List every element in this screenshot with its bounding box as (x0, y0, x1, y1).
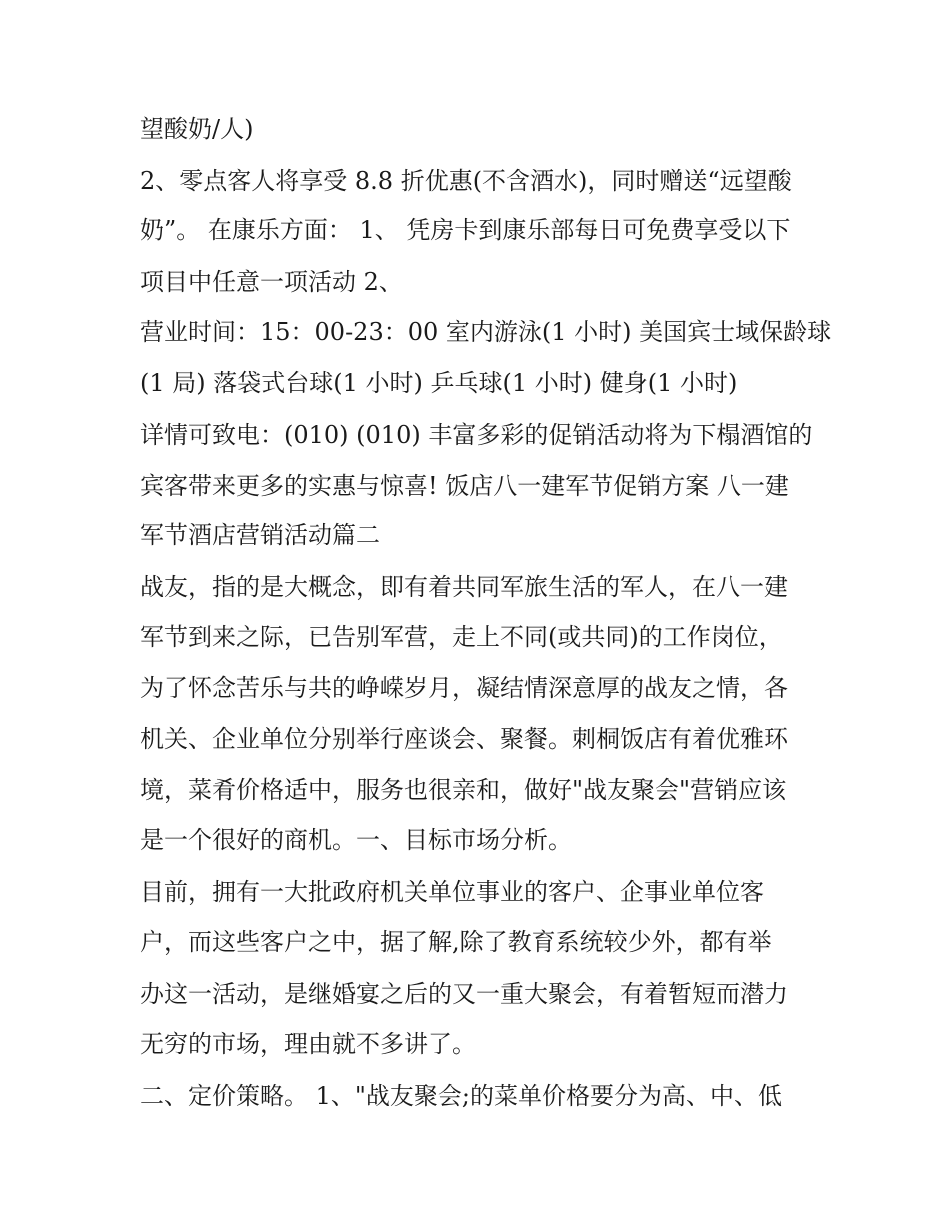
text-line: 奶”。 在康乐方面： 1、 凭房卡到康乐部每日可免费享受以下 (140, 216, 791, 244)
text-line: 境，菜肴价格适中，服务也很亲和，做好"战友聚会"营销应该 (140, 776, 787, 804)
text-line: 项目中任意一项活动 2、 (140, 268, 403, 296)
text-line: 户，而这些客户之中，据了解,除了教育系统较少外，都有举 (140, 928, 772, 956)
text-line: 无穷的市场，理由就不多讲了。 (140, 1030, 476, 1058)
text-line: 战友，指的是大概念，即有着共同军旅生活的军人，在八一建 (140, 573, 788, 601)
text-line: 详情可致电：(010) (010) 丰富多彩的促销活动将为下榻酒馆的 (140, 421, 813, 449)
text-line: 办这一活动，是继婚宴之后的又一重大聚会，有着暂短而潜力 (140, 980, 788, 1008)
text-line: 军节酒店营销活动篇二 (140, 521, 380, 549)
text-line: 是一个很好的商机。一、目标市场分析。 (140, 826, 572, 854)
text-line: 营业时间：15：00-23：00 室内游泳(1 小时) 美国宾士域保龄球 (140, 318, 832, 346)
text-line: 2、零点客人将享受 8.8 折优惠(不含酒水)，同时赠送“远望酸 (140, 167, 792, 195)
text-line: (1 局) 落袋式台球(1 小时) 乒乓球(1 小时) 健身(1 小时) (140, 369, 738, 397)
text-line: 宾客带来更多的实惠与惊喜! 饭店八一建军节促销方案 八一建 (140, 472, 789, 500)
text-line: 望酸奶/人) (140, 115, 254, 143)
text-line: 二、定价策略。 1、"战友聚会;的菜单价格要分为高、中、低 (140, 1082, 783, 1110)
text-line: 机关、企业单位分别举行座谈会、聚餐。刺桐饭店有着优雅环 (140, 725, 788, 753)
text-line: 目前，拥有一大批政府机关单位事业的客户、企事业单位客 (140, 878, 764, 906)
text-line: 为了怀念苦乐与共的峥嵘岁月，凝结情深意厚的战友之情，各 (140, 674, 788, 702)
text-line: 军节到来之际，已告别军营，走上不同(或共同)的工作岗位， (140, 623, 783, 651)
